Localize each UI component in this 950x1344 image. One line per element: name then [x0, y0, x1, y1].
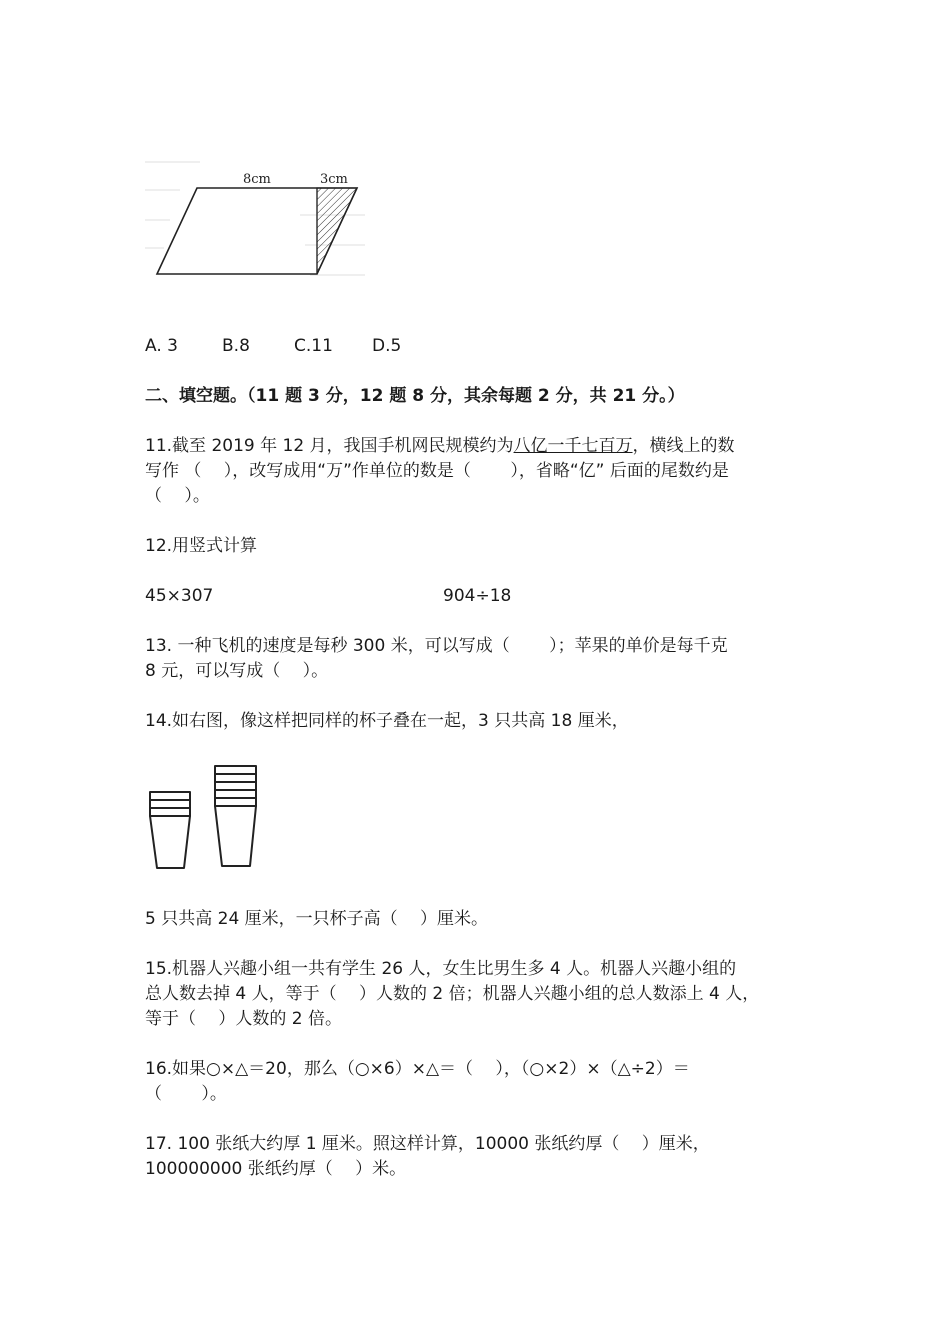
q11-line1 [145, 434, 735, 458]
option-c: C.11 [294, 336, 333, 356]
q15-line1: 15.机器人兴趣小组一共有学生 26 人，女生比男生多 4 人。机器人兴趣小组的 [145, 959, 737, 979]
q10-options [145, 334, 402, 358]
q16-line1: 16.如果○×△＝20，那么（○×6）×△＝（ ），（○×2）×（△÷2）＝ [145, 1059, 690, 1079]
q13-line1: 13. 一种飞机的速度是每秒 300 米，可以写成（ ）；苹果的单价是每千克 [145, 636, 728, 656]
parallelogram-figure [140, 150, 370, 295]
stacked-cups-figure [140, 760, 270, 875]
option-a: A. 3 [145, 336, 178, 356]
q11-line3: （ ）。 [145, 486, 210, 506]
q17-line1: 17. 100 张纸大约厚 1 厘米。照这样计算，10000 张纸约厚（ ）厘米， [145, 1134, 710, 1154]
q13-line2: 8 元，可以写成（ ）。 [145, 661, 329, 681]
section2-heading: 二、填空题。（11 题 3 分，12 题 8 分，其余每题 2 分，共 21 分。） [145, 386, 685, 406]
q11-text-a: 11.截至 2019 年 12 月，我国手机网民规模约为 [145, 436, 514, 456]
q12-expr2: 904÷18 [443, 586, 512, 606]
q11-line2: 写作 （ ），改写成用“万”作单位的数是（ ），省略“亿” 后面的尾数约是 [145, 461, 729, 481]
q12-title: 12.用竖式计算 [145, 536, 258, 556]
option-d: D.5 [372, 336, 402, 356]
label-3cm: 3cm [320, 172, 348, 187]
q11-underlined: 八亿一千七百万 [513, 436, 633, 456]
q11-text-b: ，横线上的数 [632, 436, 735, 456]
q14-line2: 5 只共高 24 厘米，一只杯子高（ ）厘米。 [145, 909, 489, 929]
q14-line1: 14.如右图，像这样把同样的杯子叠在一起，3 只共高 18 厘米， [145, 711, 629, 731]
q15-line3: 等于（ ）人数的 2 倍。 [145, 1009, 343, 1029]
option-b: B.8 [222, 336, 250, 356]
label-8cm: 8cm [243, 172, 271, 187]
q17-line2: 100000000 张纸约厚（ ）米。 [145, 1159, 407, 1179]
q15-line2: 总人数去掉 4 人，等于（ ）人数的 2 倍；机器人兴趣小组的总人数添上 4 人， [145, 984, 760, 1004]
q16-line2: （ ）。 [145, 1084, 227, 1104]
q12-expr1: 45×307 [145, 586, 214, 606]
